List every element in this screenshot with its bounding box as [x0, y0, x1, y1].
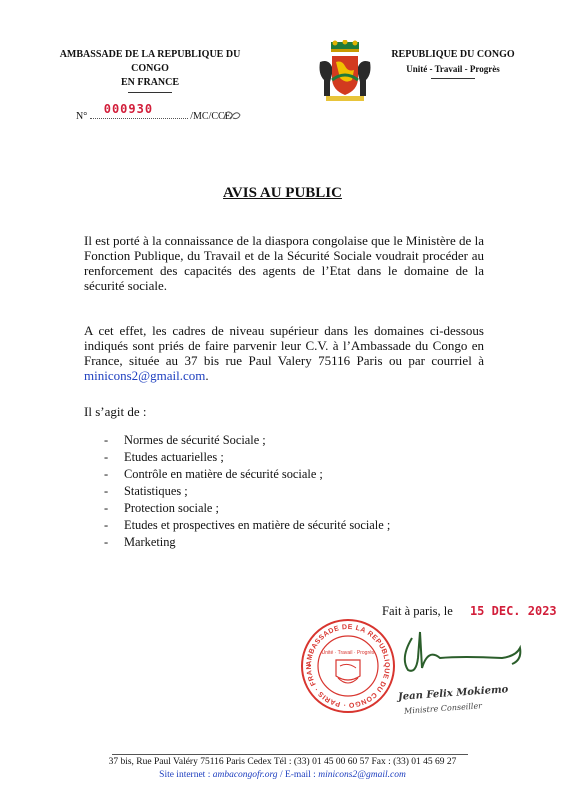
list-item: - Contrôle en matière de sécurité sociale ;	[104, 467, 323, 481]
footer-email-label: / E-mail :	[277, 770, 319, 780]
list-item: - Etudes et prospectives en matière de sécurité sociale ;	[104, 518, 391, 532]
header-rule-left	[128, 92, 172, 93]
footer-address: 37 bis, Rue Paul Valéry 75116 Paris Cedex Tél : (33) 01 45 00 60 57 Fax : (33) 01 45 69 27	[108, 757, 457, 767]
contact-email-link[interactable]: minicons2@gmail.com	[84, 368, 206, 383]
embassy-name: AMBASSADE DE LA REPUBLIQUE DU CONGO	[59, 49, 241, 74]
paragraph-instructions-end: .	[205, 368, 209, 383]
place-date-line	[382, 604, 557, 619]
paragraph-instructions	[84, 323, 484, 383]
footer-rule	[112, 754, 468, 755]
list-intro: Il s’agit de :	[84, 404, 147, 419]
svg-text:AMBASSADE DE LA REPUBLIQUE DU	[300, 618, 390, 708]
paragraph-instructions-text: A cet effet, les cadres de niveau supérieur dans les domaines ci-dessous indiqués sont priés de faire parvenir leur C.V. à l’Ambassade du Congo en France, située au 37 bis rue Paul Valery 75116 Paris ou par courriel à	[84, 323, 484, 368]
signatory-name: Jean Felix Mokiemo	[397, 684, 509, 703]
signature-date: 15 DEC. 2023	[469, 604, 557, 618]
official-stamp	[300, 618, 396, 714]
handwritten-signature	[392, 628, 542, 676]
list-item: - Protection sociale ;	[104, 501, 219, 515]
title-wrapper	[0, 184, 565, 202]
republic-motto: Unité - Travail - Progrès	[406, 64, 500, 74]
domains-list	[104, 432, 484, 551]
list-item: - Normes de sécurité Sociale ;	[104, 433, 266, 447]
paragraph-intro: Il est porté à la connaissance de la diaspora congolaise que le Ministère de la Fonction Publique, du Travail et de la Sécurité Sociale voudrait procéder au renforcement des capacités des agents de l’Etat dans le domaine de la sécurité sociale.	[84, 233, 484, 293]
reference-number: 000930	[103, 102, 154, 116]
list-item: - Marketing	[104, 535, 176, 549]
header-rule-right	[431, 78, 475, 79]
list-item: - Statistiques ;	[104, 484, 188, 498]
reference-line	[76, 102, 231, 122]
initials-scribble-icon	[222, 107, 242, 123]
reference-suffix: /MC/CCE	[190, 111, 231, 122]
footer-email-link[interactable]: minicons2@gmail.com	[318, 770, 406, 780]
signature-place: Fait à paris, le	[382, 604, 453, 618]
page-title: AVIS AU PUBLIC	[223, 185, 342, 201]
stamp-ring-text: AMBASSADE DE LA REPUBLIQUE DU CONGO · PARIS · FRAN	[305, 623, 391, 709]
footer-site-label: Site internet :	[159, 770, 213, 780]
embassy-header	[55, 48, 245, 93]
stamp-motto: Unité · Travail · Progrès	[321, 650, 375, 656]
footer-website-link[interactable]: ambacongofr.org	[212, 770, 278, 780]
footer-contact	[0, 770, 565, 780]
republic-name: REPUBLIQUE DU CONGO	[391, 49, 515, 60]
republic-header	[388, 48, 518, 79]
list-item: - Etudes actuarielles ;	[104, 450, 224, 464]
reference-prefix: N°	[76, 111, 88, 122]
embassy-country: EN FRANCE	[120, 77, 180, 88]
signatory-role: Ministre Conseiller	[403, 701, 483, 716]
coat-of-arms-emblem	[318, 40, 372, 102]
